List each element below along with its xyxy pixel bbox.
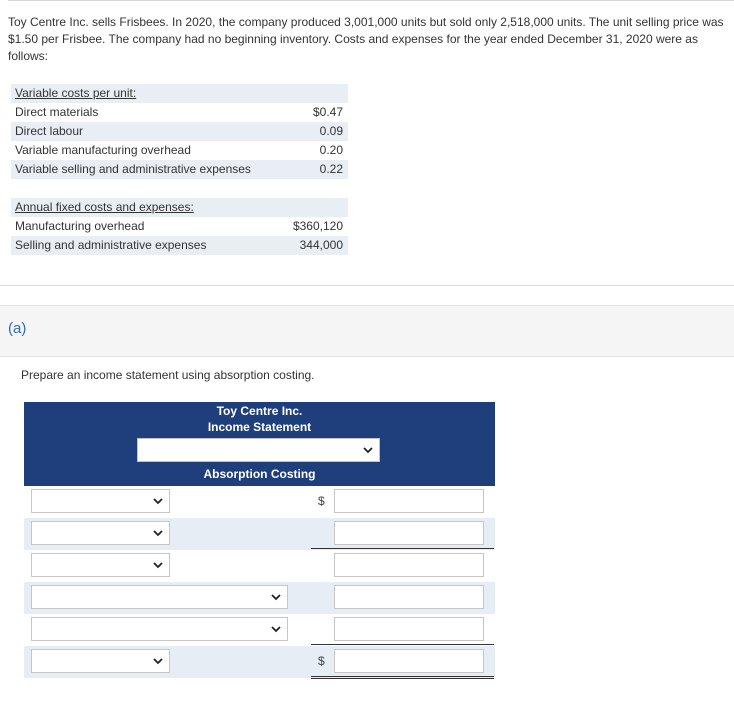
cost-value: 0.22 <box>319 162 343 176</box>
period-select[interactable] <box>137 438 380 462</box>
variable-costs-header: Variable costs per unit: <box>11 84 348 103</box>
total-double-underline <box>311 676 494 679</box>
cost-label: Variable selling and administrative expenses <box>15 162 251 176</box>
cost-row-fixed-selling-admin <box>11 236 348 255</box>
chevron-down-icon <box>270 622 282 636</box>
chevron-down-icon <box>270 590 282 604</box>
cost-row-fixed-mfg-overhead <box>11 217 348 236</box>
cost-label: Direct materials <box>15 105 99 119</box>
dollar-sign: $ <box>318 654 325 668</box>
cost-row-variable-selling-admin <box>11 160 348 179</box>
amount-input-2[interactable] <box>334 521 484 545</box>
account-select-6[interactable] <box>31 649 170 673</box>
dollar-sign: $ <box>318 494 325 508</box>
top-divider <box>8 0 734 1</box>
cost-label: Selling and administrative expenses <box>15 238 207 252</box>
account-select-2[interactable] <box>31 521 170 545</box>
statement-title: Income Statement <box>207 420 312 434</box>
cost-value: $360,120 <box>292 219 343 233</box>
cost-value: $0.47 <box>312 105 343 119</box>
cost-label: Variable manufacturing overhead <box>15 143 191 157</box>
cost-row-direct-labour <box>11 122 348 141</box>
cost-value: 0.09 <box>319 124 343 138</box>
account-select-4[interactable] <box>31 585 288 609</box>
subtotal-underline <box>311 644 494 645</box>
chevron-down-icon <box>152 558 164 572</box>
amount-input-1[interactable] <box>334 489 484 513</box>
cost-row-direct-materials <box>11 103 348 122</box>
amount-input-4[interactable] <box>334 585 484 609</box>
chevron-down-icon <box>152 526 164 540</box>
subtotal-underline <box>311 548 494 549</box>
fixed-costs-header: Annual fixed costs and expenses: <box>11 198 348 217</box>
amount-input-3[interactable] <box>334 553 484 577</box>
variable-costs-table <box>11 84 348 198</box>
company-name: Toy Centre Inc. <box>216 404 303 418</box>
problem-intro: Toy Centre Inc. sells Frisbees. In 2020, the company produced 3,001,000 units but sold only 2,518,000 units. The unit selling price was $1.50 per Frisbee. The company had no beginning inventory. Costs and expenses for the year ended December 31, 2020 were as follows: <box>8 15 724 63</box>
account-select-3[interactable] <box>31 553 170 577</box>
account-select-5[interactable] <box>31 617 288 641</box>
costing-method: Absorption Costing <box>203 467 316 481</box>
statement-header <box>24 402 495 486</box>
chevron-down-icon <box>362 443 374 457</box>
cost-label: Direct labour <box>15 124 84 138</box>
chevron-down-icon <box>152 494 164 508</box>
part-prompt: Prepare an income statement using absorption costing. <box>21 368 315 382</box>
account-select-1[interactable] <box>31 489 170 513</box>
part-label: (a) <box>8 320 27 337</box>
section-divider <box>0 285 734 286</box>
table-spacer-row <box>11 179 348 198</box>
fixed-costs-table <box>11 198 348 255</box>
amount-input-6[interactable] <box>334 649 484 673</box>
part-header <box>0 305 734 357</box>
chevron-down-icon <box>152 654 164 668</box>
amount-input-5[interactable] <box>334 617 484 641</box>
cost-value: 0.20 <box>319 143 343 157</box>
cost-row-variable-mfg-overhead <box>11 141 348 160</box>
cost-label: Manufacturing overhead <box>15 219 145 233</box>
cost-value: 344,000 <box>299 238 343 252</box>
